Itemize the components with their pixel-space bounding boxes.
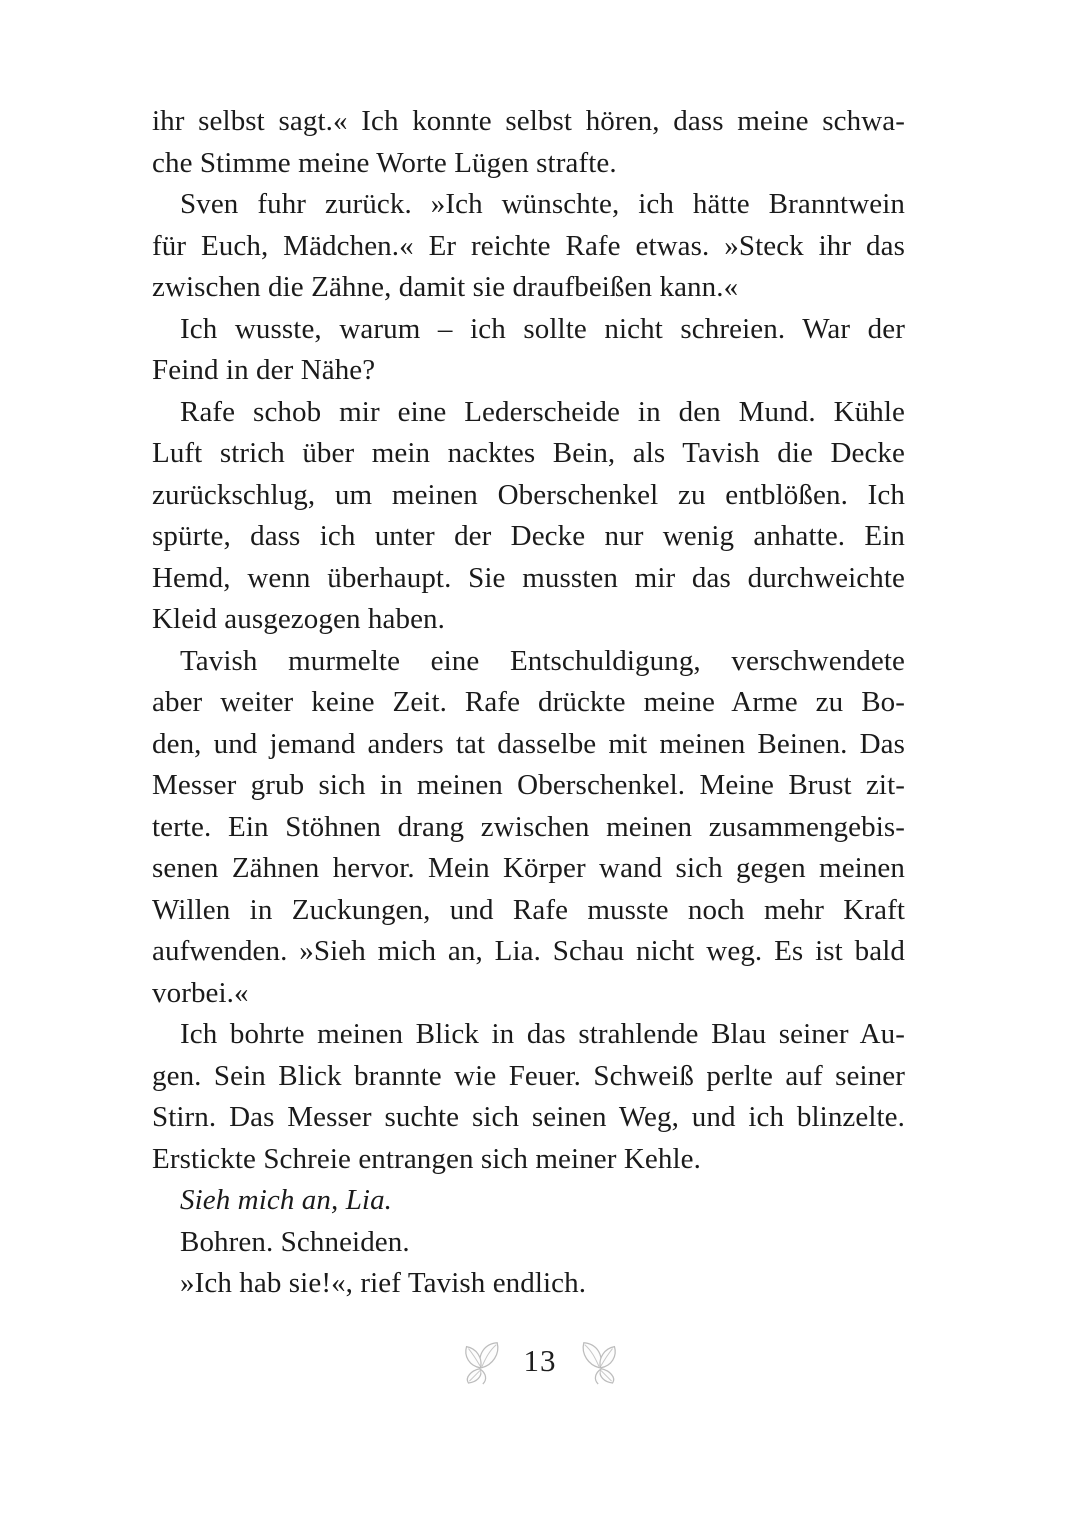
text-line-italic: Sieh mich an, Lia. <box>180 1184 393 1216</box>
page-number: 13 <box>523 1343 557 1378</box>
text-line: ihr selbst sagt.« Ich konnte selbst hören, dass meine schwa- <box>152 105 905 137</box>
paragraph <box>152 1014 905 1180</box>
leaf-ornament-icon <box>456 1336 502 1386</box>
text-line: Luft strich über mein nacktes Bein, als Tavish die Decke <box>152 437 905 469</box>
page-footer <box>0 1336 1080 1386</box>
paragraph <box>152 309 905 392</box>
text-line: Ich wusste, warum – ich sollte nicht schreien. War der <box>180 312 905 345</box>
text-line: zwischen die Zähne, damit sie draufbeißen kann.« <box>152 271 739 303</box>
text-line: zurückschlug, um meinen Oberschenkel zu entblößen. Ich <box>152 478 905 511</box>
text-line: Erstickte Schreie entrangen sich meiner Kehle. <box>152 1142 701 1175</box>
text-line: aber weiter keine Zeit. Rafe drückte meine Arme zu Bo- <box>152 686 905 718</box>
paragraph <box>152 101 905 184</box>
text-line: Rafe schob mir eine Lederscheide in den Mund. Kühle <box>180 395 905 428</box>
text-line: Stirn. Das Messer suchte sich seinen Weg, und ich blinzelte. <box>152 1101 905 1133</box>
text-line: Feind in der Nähe? <box>152 354 376 386</box>
text-line: Messer grub sich in meinen Oberschenkel. Meine Brust zit- <box>152 769 905 801</box>
paragraph <box>152 641 905 1015</box>
paragraph <box>152 392 905 641</box>
text-line: spürte, dass ich unter der Decke nur wenig anhatte. Ein <box>152 520 905 552</box>
text-line: Bohren. Schneiden. <box>180 1225 410 1258</box>
text-line: terte. Ein Stöhnen drang zwischen meinen zusammengebis- <box>152 810 905 843</box>
text-line: vorbei.« <box>152 976 249 1009</box>
text-line: gen. Sein Blick brannte wie Feuer. Schweiß perlte auf seiner <box>152 1059 905 1092</box>
text-line: aufwenden. »Sieh mich an, Lia. Schau nicht weg. Es ist bald <box>152 935 905 967</box>
text-line: Willen in Zuckungen, und Rafe musste noch mehr Kraft <box>152 893 905 926</box>
text-line: Kleid ausgezogen haben. <box>152 603 445 635</box>
body-text <box>152 101 905 1305</box>
paragraph <box>152 1263 905 1305</box>
paragraph <box>152 184 905 309</box>
text-line: »Ich hab sie!«, rief Tavish endlich. <box>180 1267 587 1299</box>
leaf-ornament-icon <box>579 1336 625 1386</box>
paragraph <box>152 1222 905 1264</box>
text-line: Hemd, wenn überhaupt. Sie mussten mir das durchweichte <box>152 561 905 594</box>
text-line: für Euch, Mädchen.« Er reichte Rafe etwas. »Steck ihr das <box>152 229 905 262</box>
text-line: che Stimme meine Worte Lügen strafte. <box>152 146 617 179</box>
text-line: Sven fuhr zurück. »Ich wünschte, ich hätte Branntwein <box>180 188 905 220</box>
text-line: Tavish murmelte eine Entschuldigung, verschwendete <box>180 644 905 677</box>
paragraph <box>152 1180 905 1222</box>
text-line: Ich bohrte meinen Blick in das strahlende Blau seiner Au- <box>180 1018 905 1050</box>
text-line: senen Zähnen hervor. Mein Körper wand sich gegen meinen <box>152 852 905 884</box>
text-line: den, und jemand anders tat dasselbe mit meinen Beinen. Das <box>152 727 905 760</box>
